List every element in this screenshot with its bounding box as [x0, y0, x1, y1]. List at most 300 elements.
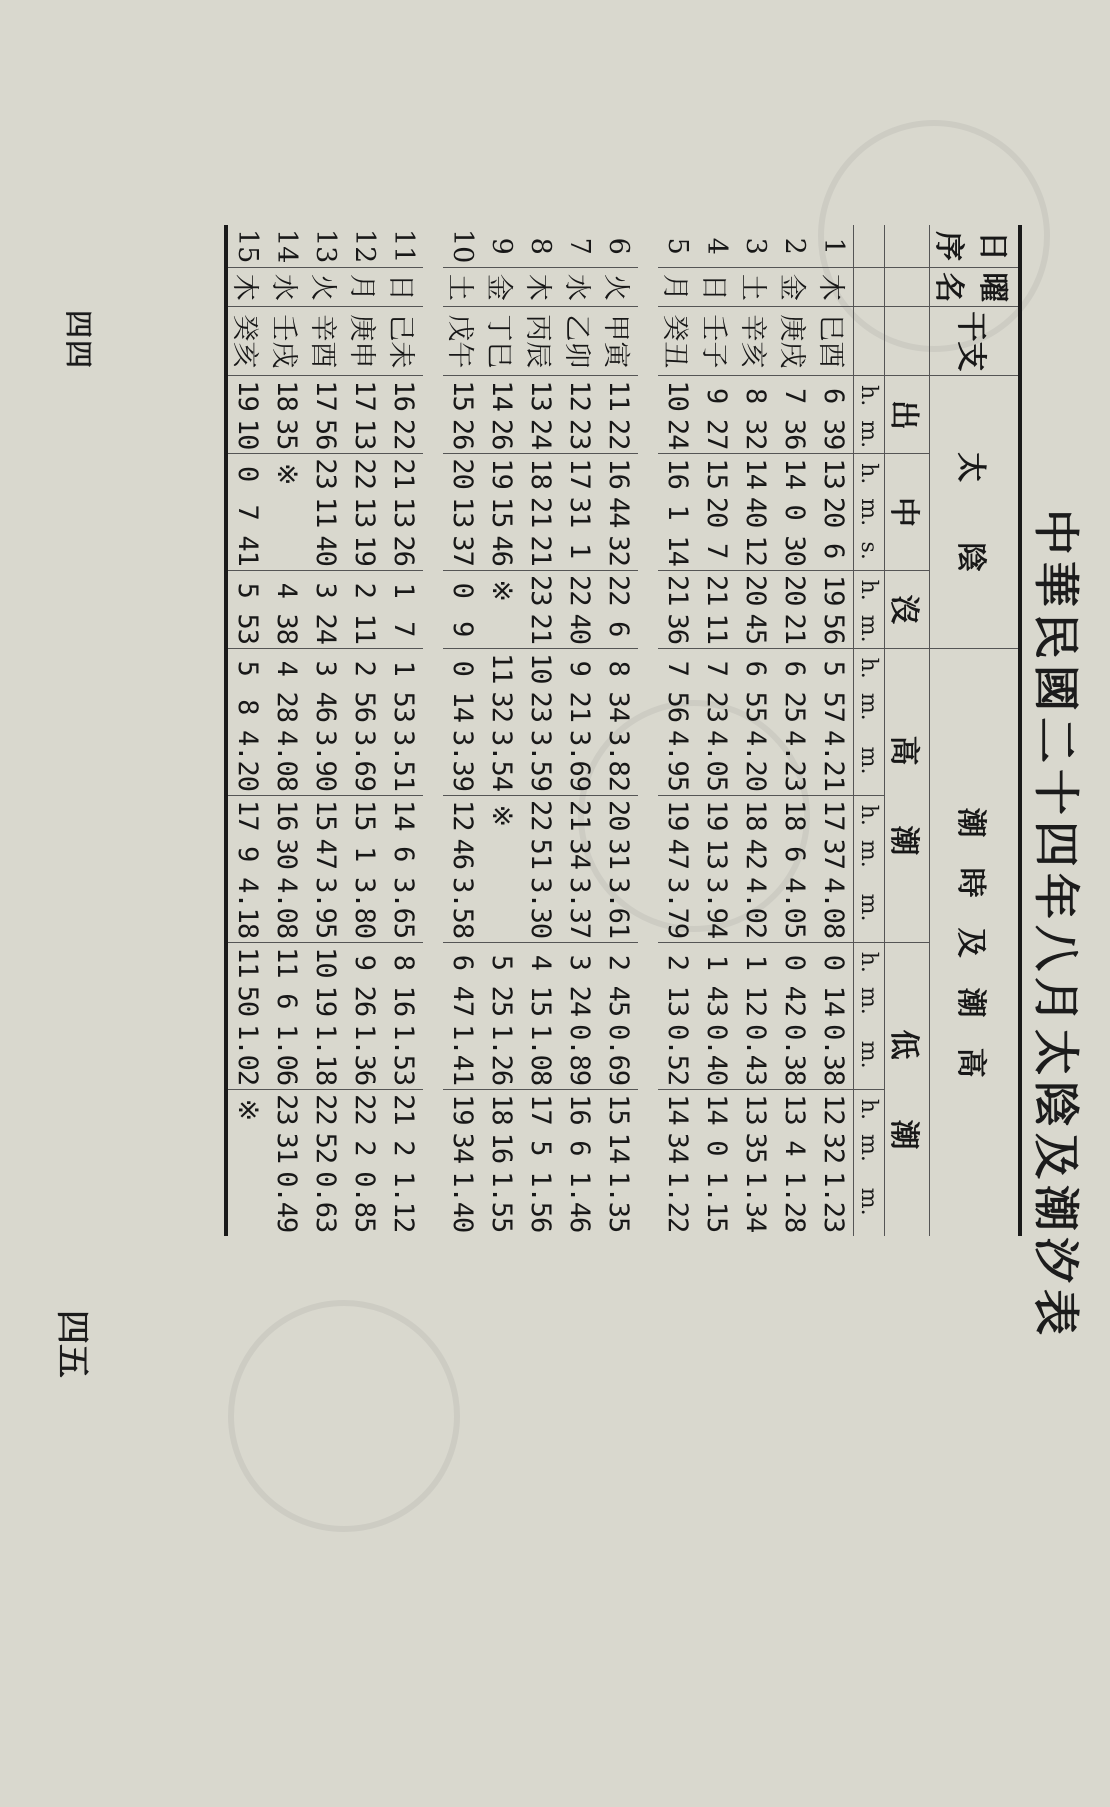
transit-h: ※	[267, 454, 306, 493]
high2-height: 3.30	[525, 877, 556, 939]
low1-height: 1.26	[486, 1024, 517, 1086]
transit-h: 19	[482, 454, 521, 493]
low2-m: 2	[388, 1140, 419, 1156]
low1-height: 1.36	[349, 1024, 380, 1086]
low1-h: 6	[443, 943, 482, 982]
high1-h: 11	[482, 648, 521, 687]
table-row	[267, 225, 306, 1236]
moonset-h: 3	[306, 570, 345, 609]
transit-s: 46	[486, 535, 517, 566]
high2-height: 4.05	[779, 877, 810, 939]
transit-h: 23	[306, 454, 345, 493]
ganzhi-cell: 丙辰	[521, 307, 560, 376]
weekday-cell: 金	[775, 268, 814, 307]
high1-m: 34	[603, 691, 634, 722]
high1-height: 4.05	[701, 730, 732, 792]
high2-m: 13	[701, 838, 732, 870]
transit-h: 14	[736, 454, 775, 493]
high1-height: 4.95	[662, 730, 693, 792]
moonset-h: 22	[560, 570, 599, 609]
high1-m: 53	[388, 691, 419, 722]
moonset-m: 36	[662, 613, 693, 644]
ganzhi-cell: 己未	[384, 307, 423, 376]
low2-h: 18	[482, 1090, 521, 1129]
header-transit: 中	[885, 454, 930, 571]
low2-h: 13	[736, 1090, 775, 1129]
low2-height: 1.55	[486, 1171, 517, 1233]
low1-h: 10	[306, 943, 345, 982]
header-rise: 出	[885, 376, 930, 454]
low1-m: 47	[447, 985, 478, 1017]
low1-m: 15	[525, 985, 556, 1017]
high1-h: 3	[306, 648, 345, 687]
transit-s	[267, 531, 306, 570]
day-cell: 10	[447, 229, 478, 264]
moonrise-m: 10	[232, 418, 263, 450]
day-cell: 3	[740, 237, 771, 255]
transit-m: 31	[564, 496, 595, 528]
moonset-h: 22	[599, 570, 638, 609]
moonset-h: 5	[226, 570, 267, 609]
transit-h: 21	[384, 454, 423, 493]
high1-m: 25	[779, 691, 810, 722]
high2-m: 51	[525, 838, 556, 870]
high1-m: 21	[564, 691, 595, 722]
weekday-cell: 日	[697, 268, 736, 307]
low1-m: 45	[603, 985, 634, 1017]
unit-m: m.	[854, 493, 885, 532]
high2-h: 17	[814, 796, 854, 835]
moonset-m: 11	[349, 613, 380, 644]
low1-height: 0.38	[779, 1024, 810, 1086]
high2-height: 3.79	[662, 877, 693, 939]
table-row	[736, 225, 775, 1236]
moonrise-h: 17	[345, 376, 384, 415]
unit-h: h.	[854, 648, 885, 687]
ganzhi-cell: 甲寅	[599, 307, 638, 376]
ganzhi-cell: 壬子	[697, 307, 736, 376]
table-row	[599, 225, 638, 1236]
high2-h: 14	[384, 796, 423, 835]
ganzhi-cell: 壬戌	[267, 307, 306, 376]
transit-m: 40	[740, 496, 771, 528]
low2-m: 35	[740, 1132, 771, 1164]
high1-height: 3.59	[525, 730, 556, 792]
transit-m: 1	[662, 504, 693, 520]
high1-h: 6	[736, 648, 775, 687]
high2-h: 15	[345, 796, 384, 835]
moonset-h: 1	[384, 570, 423, 609]
table-row	[306, 225, 345, 1236]
high1-height: 4.20	[232, 730, 263, 792]
day-cell: 2	[779, 237, 810, 255]
moonrise-m: 24	[525, 418, 556, 450]
low2-height: 1.46	[564, 1171, 595, 1233]
table-row	[345, 225, 384, 1236]
ganzhi-cell: 庚申	[345, 307, 384, 376]
high1-h: 6	[775, 648, 814, 687]
weekday-cell: 金	[482, 268, 521, 307]
high1-m: 8	[232, 699, 263, 715]
day-cell: 4	[701, 237, 732, 255]
low2-m	[226, 1129, 267, 1168]
high2-h: 19	[697, 796, 736, 835]
weekday-cell: 木	[521, 268, 560, 307]
high2-height	[482, 873, 521, 943]
transit-m: 21	[525, 496, 556, 528]
ganzhi-cell: 庚戌	[775, 307, 814, 376]
header-ganzhi: 干支	[930, 307, 1021, 376]
high1-h: 7	[658, 648, 697, 687]
day-cell: 15	[232, 229, 263, 264]
unit-m: m.	[854, 415, 885, 454]
moonset-h: 20	[736, 570, 775, 609]
low2-height: 1.23	[818, 1171, 849, 1233]
ganzhi-cell: 丁巳	[482, 307, 521, 376]
moonset-h: 19	[814, 570, 854, 609]
transit-h: 17	[560, 454, 599, 493]
high2-h: 20	[599, 796, 638, 835]
moonset-m: 53	[232, 613, 263, 644]
unit-s: s.	[854, 531, 885, 570]
moonset-m: 21	[525, 613, 556, 644]
day-cell: 13	[310, 229, 341, 264]
moonset-h: 23	[521, 570, 560, 609]
transit-m: 11	[310, 496, 341, 528]
day-cell: 12	[349, 229, 380, 264]
moonset-m: 7	[388, 621, 419, 637]
weekday-cell: 火	[599, 268, 638, 307]
table-row	[814, 225, 854, 1236]
low2-height: 1.28	[779, 1171, 810, 1233]
unit-h: h.	[854, 376, 885, 415]
table-row	[775, 225, 814, 1236]
table-row	[384, 225, 423, 1236]
moonrise-h: 15	[443, 376, 482, 415]
ganzhi-cell: 巳酉	[814, 307, 854, 376]
low1-h: 11	[267, 943, 306, 982]
high1-m: 23	[701, 691, 732, 722]
moonrise-h: 8	[736, 376, 775, 415]
high2-m: 37	[818, 838, 849, 870]
high2-h: ※	[482, 796, 521, 835]
low2-m: 6	[564, 1140, 595, 1156]
high1-height: 3.39	[447, 730, 478, 792]
low2-h: ※	[226, 1090, 267, 1129]
low2-m: 5	[525, 1140, 556, 1156]
low1-height: 0.69	[603, 1024, 634, 1086]
day-cell: 1	[818, 237, 849, 255]
transit-m: 7	[232, 504, 263, 520]
transit-h: 16	[599, 454, 638, 493]
ganzhi-cell: 癸亥	[226, 307, 267, 376]
high2-height: 3.95	[310, 877, 341, 939]
unit-m: m.	[854, 1129, 885, 1168]
low2-height: 1.15	[701, 1171, 732, 1233]
low2-h: 15	[599, 1090, 638, 1129]
high1-m: 28	[271, 691, 302, 722]
transit-h: 20	[443, 454, 482, 493]
weekday-cell: 木	[226, 268, 267, 307]
low1-height: 0.89	[564, 1024, 595, 1086]
high2-h: 18	[736, 796, 775, 835]
high2-height: 4.08	[271, 877, 302, 939]
moonrise-h: 18	[267, 376, 306, 415]
transit-s: 1	[564, 543, 595, 559]
moonset-h: 21	[658, 570, 697, 609]
transit-m: 13	[349, 496, 380, 528]
transit-m: 44	[603, 496, 634, 528]
transit-m: 20	[701, 496, 732, 528]
transit-h: 15	[697, 454, 736, 493]
high1-m: 23	[525, 691, 556, 722]
low1-height: 1.18	[310, 1024, 341, 1086]
moonrise-h: 19	[226, 376, 267, 415]
low1-m: 12	[740, 985, 771, 1017]
low1-m: 16	[388, 985, 419, 1017]
high1-m: 56	[662, 691, 693, 722]
transit-s: 6	[818, 543, 849, 559]
low1-h: 1	[697, 943, 736, 982]
low1-h: 8	[384, 943, 423, 982]
weekday-cell: 水	[267, 268, 306, 307]
moonset-m	[482, 609, 521, 648]
high1-h: 10	[521, 648, 560, 687]
high1-m: 46	[310, 691, 341, 722]
table-row	[560, 225, 599, 1236]
tide-table-body	[226, 225, 854, 1236]
moonrise-m: 56	[310, 418, 341, 450]
moonrise-h: 14	[482, 376, 521, 415]
weekday-cell: 日	[384, 268, 423, 307]
moonrise-m: 26	[447, 418, 478, 450]
low2-height	[226, 1167, 267, 1236]
low1-m: 50	[232, 985, 263, 1017]
transit-h: 16	[658, 454, 697, 493]
moonrise-h: 12	[560, 376, 599, 415]
unit-m: m.	[854, 1020, 885, 1090]
day-cell: 11	[388, 229, 419, 264]
transit-m: 20	[818, 496, 849, 528]
low1-m: 26	[349, 985, 380, 1017]
low1-m: 14	[818, 985, 849, 1017]
moonrise-m: 32	[740, 418, 771, 450]
row-spacer	[423, 225, 443, 1236]
day-cell: 8	[525, 237, 556, 255]
high2-m: 46	[447, 838, 478, 870]
low1-h: 1	[736, 943, 775, 982]
high2-m: 1	[349, 846, 380, 862]
low2-height: 1.40	[447, 1171, 478, 1233]
low1-m: 6	[271, 993, 302, 1009]
table-row	[521, 225, 560, 1236]
weekday-cell: 水	[560, 268, 599, 307]
page-title: 中華民國二十四年八月太陰及潮汐表	[1029, 509, 1083, 1341]
low1-m: 19	[310, 985, 341, 1017]
moonset-m: 9	[447, 621, 478, 637]
low2-m: 34	[447, 1132, 478, 1164]
low1-height: 0.52	[662, 1024, 693, 1086]
high1-m: 14	[447, 691, 478, 722]
high1-height: 4.20	[740, 730, 771, 792]
low2-h: 21	[384, 1090, 423, 1129]
low2-h: 12	[814, 1090, 854, 1129]
table-row	[658, 225, 697, 1236]
unit-h: h.	[854, 1090, 885, 1129]
moonrise-h: 6	[814, 376, 854, 415]
transit-h: 22	[345, 454, 384, 493]
moonrise-m: 39	[818, 418, 849, 450]
header-moon: 太 陰	[930, 376, 1021, 649]
table-row	[443, 225, 482, 1236]
moonset-m: 11	[701, 613, 732, 644]
low1-m: 13	[662, 985, 693, 1017]
transit-s: 12	[740, 535, 771, 566]
moonset-m: 24	[310, 613, 341, 644]
low2-h: 13	[775, 1090, 814, 1129]
unit-m: m.	[854, 1167, 885, 1236]
transit-m: 15	[486, 496, 517, 528]
moonrise-h: 11	[599, 376, 638, 415]
high1-h: 9	[560, 648, 599, 687]
high2-h: 19	[658, 796, 697, 835]
moonset-h: 2	[345, 570, 384, 609]
low2-h: 22	[345, 1090, 384, 1129]
high2-h: 17	[226, 796, 267, 835]
weekday-cell: 土	[443, 268, 482, 307]
moonrise-m: 13	[349, 418, 380, 450]
low2-height: 1.56	[525, 1171, 556, 1233]
weekday-cell: 月	[658, 268, 697, 307]
high2-h: 16	[267, 796, 306, 835]
low1-m: 42	[779, 985, 810, 1017]
low2-m: 0	[701, 1140, 732, 1156]
low1-h: 5	[482, 943, 521, 982]
unit-h: h.	[854, 796, 885, 835]
table-row	[482, 225, 521, 1236]
high2-m: 31	[603, 838, 634, 870]
high2-height: 3.65	[388, 877, 419, 939]
moonrise-m: 36	[779, 418, 810, 450]
moonrise-h: 7	[775, 376, 814, 415]
low1-height: 0.38	[818, 1024, 849, 1086]
day-cell: 9	[486, 237, 517, 255]
moonrise-m: 24	[662, 418, 693, 450]
row-spacer	[638, 225, 658, 1236]
unit-m: m.	[854, 835, 885, 874]
ganzhi-cell: 癸丑	[658, 307, 697, 376]
low2-height: 1.34	[740, 1171, 771, 1233]
header-tides: 潮 時 及 潮 高	[930, 648, 1021, 1236]
moonset-h: ※	[482, 570, 521, 609]
transit-s: 40	[310, 535, 341, 566]
moonrise-h: 16	[384, 376, 423, 415]
unit-m: m.	[854, 982, 885, 1021]
watermark-stamp	[228, 1300, 460, 1532]
low1-height: 1.06	[271, 1024, 302, 1086]
weekday-cell: 土	[736, 268, 775, 307]
moonset-h: 21	[697, 570, 736, 609]
low2-h: 14	[697, 1090, 736, 1129]
high1-m: 56	[349, 691, 380, 722]
tide-table	[224, 225, 1022, 1236]
moonset-m: 38	[271, 613, 302, 644]
transit-m: 13	[388, 496, 419, 528]
high2-h: 22	[521, 796, 560, 835]
moonrise-m: 22	[603, 418, 634, 450]
high2-height: 4.18	[232, 877, 263, 939]
low2-m: 2	[349, 1140, 380, 1156]
high2-h: 12	[443, 796, 482, 835]
moonrise-h: 10	[658, 376, 697, 415]
unit-h: h.	[854, 570, 885, 609]
moonrise-m: 22	[388, 418, 419, 450]
low2-height: 0.63	[310, 1171, 341, 1233]
low2-h: 17	[521, 1090, 560, 1129]
moonset-h: 4	[267, 570, 306, 609]
header-day: 日 序	[930, 225, 1021, 268]
day-cell: 6	[603, 237, 634, 255]
high2-m: 30	[271, 838, 302, 870]
low2-m: 4	[779, 1140, 810, 1156]
moonrise-m: 23	[564, 418, 595, 450]
header-set: 沒	[885, 570, 930, 648]
low2-h: 23	[267, 1090, 306, 1129]
unit-m: m.	[854, 687, 885, 726]
high2-m: 9	[232, 846, 263, 862]
high2-h: 21	[560, 796, 599, 835]
low1-h: 4	[521, 943, 560, 982]
low2-height: 1.12	[388, 1171, 419, 1233]
high1-m: 57	[818, 691, 849, 722]
low2-h: 19	[443, 1090, 482, 1129]
weekday-cell: 火	[306, 268, 345, 307]
high2-m	[482, 835, 521, 874]
high2-height: 4.08	[818, 877, 849, 939]
low2-height: 0.49	[271, 1171, 302, 1233]
high1-height: 3.82	[603, 730, 634, 792]
low2-m: 14	[603, 1132, 634, 1164]
low2-height: 1.22	[662, 1171, 693, 1233]
high1-height: 3.69	[349, 730, 380, 792]
day-cell: 7	[564, 237, 595, 255]
moonset-m: 21	[779, 613, 810, 644]
high1-height: 4.08	[271, 730, 302, 792]
page-number: 四五	[52, 1310, 92, 1378]
transit-h: 0	[226, 454, 267, 493]
low2-m: 34	[662, 1132, 693, 1164]
transit-m: 13	[447, 496, 478, 528]
ganzhi-cell: 戊午	[443, 307, 482, 376]
moonset-m: 56	[818, 613, 849, 644]
high1-h: 7	[697, 648, 736, 687]
high2-h: 18	[775, 796, 814, 835]
header-weekday: 曜 名	[930, 268, 1021, 307]
high1-h: 2	[345, 648, 384, 687]
moonrise-m: 35	[271, 418, 302, 450]
transit-m: 0	[779, 504, 810, 520]
transit-s: 7	[701, 543, 732, 559]
low2-height: 1.35	[603, 1171, 634, 1233]
high2-m: 42	[740, 838, 771, 870]
moonrise-m: 26	[486, 418, 517, 450]
transit-h: 14	[775, 454, 814, 493]
low1-height: 1.02	[232, 1024, 263, 1086]
high1-h: 0	[443, 648, 482, 687]
low2-m: 52	[310, 1132, 341, 1164]
high1-height: 3.90	[310, 730, 341, 792]
low2-h: 14	[658, 1090, 697, 1129]
